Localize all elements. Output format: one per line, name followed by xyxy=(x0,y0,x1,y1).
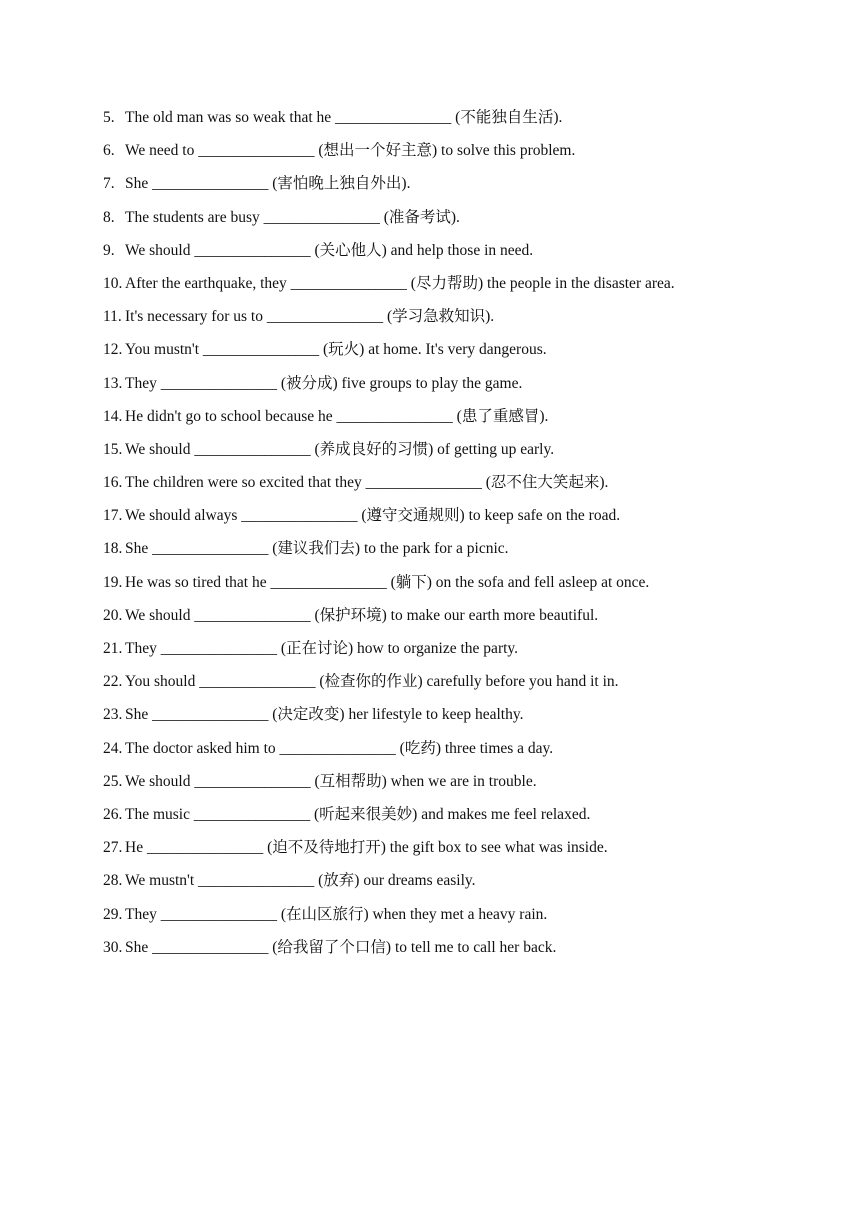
exercise-text: We mustn't _______________ (放弃) our dreams easily. xyxy=(125,872,476,890)
exercise-item xyxy=(103,704,803,737)
exercise-number: 7. xyxy=(103,175,115,193)
exercise-item xyxy=(103,738,803,771)
exercise-item xyxy=(103,572,803,605)
exercise-number: 8. xyxy=(103,208,115,226)
exercise-item xyxy=(103,207,803,240)
exercise-number: 28. xyxy=(103,872,123,890)
exercise-number: 17. xyxy=(103,507,123,525)
exercise-text: We should _______________ (关心他人) and help those in need. xyxy=(125,241,534,259)
exercise-text: He didn't go to school because he _______________ (患了重感冒). xyxy=(125,407,549,425)
exercise-list xyxy=(103,107,803,970)
exercise-text: They _______________ (正在讨论) how to organize the party. xyxy=(125,640,519,657)
exercise-number: 16. xyxy=(103,474,123,492)
exercise-number: 27. xyxy=(103,839,123,857)
exercise-number: 9. xyxy=(103,241,115,259)
exercise-item xyxy=(103,406,803,439)
exercise-text: They _______________ (被分成) five groups to play the game. xyxy=(125,374,523,392)
exercise-number: 26. xyxy=(103,805,123,823)
exercise-number: 22. xyxy=(103,673,123,691)
exercise-number: 29. xyxy=(103,905,123,923)
exercise-text: She _______________ (给我留了个口信) to tell me to call her back. xyxy=(125,938,557,956)
exercise-text: He was so tired that he _______________ (躺下) on the sofa and fell asleep at once. xyxy=(125,573,650,591)
exercise-item xyxy=(103,173,803,206)
exercise-item xyxy=(103,505,803,538)
exercise-number: 10. xyxy=(103,274,123,292)
exercise-item xyxy=(103,373,803,406)
exercise-number: 21. xyxy=(103,640,123,657)
exercise-item xyxy=(103,671,803,704)
exercise-number: 30. xyxy=(103,938,123,956)
exercise-number: 18. xyxy=(103,540,123,558)
exercise-text: She _______________ (建议我们去) to the park for a picnic. xyxy=(125,540,509,558)
exercise-number: 25. xyxy=(103,772,123,790)
exercise-text: You mustn't _______________ (玩火) at home. It's very dangerous. xyxy=(125,341,547,359)
exercise-item xyxy=(103,140,803,173)
exercise-number: 14. xyxy=(103,407,123,425)
exercise-item xyxy=(103,107,803,140)
exercise-item xyxy=(103,837,803,870)
exercise-text: We should always _______________ (遵守交通规则) to keep safe on the road. xyxy=(125,507,621,525)
exercise-number: 23. xyxy=(103,706,123,724)
exercise-number: 11. xyxy=(103,308,122,326)
exercise-item xyxy=(103,904,803,937)
exercise-item xyxy=(103,937,803,970)
exercise-number: 5. xyxy=(103,109,115,126)
exercise-text: We should _______________ (养成良好的习惯) of getting up early. xyxy=(125,440,555,458)
exercise-text: The music _______________ (听起来很美妙) and makes me feel relaxed. xyxy=(125,805,591,823)
exercise-number: 13. xyxy=(103,374,123,392)
exercise-text: The students are busy _______________ (准备考试). xyxy=(125,208,460,226)
exercise-item xyxy=(103,306,803,339)
exercise-item xyxy=(103,240,803,273)
exercise-text: We should _______________ (互相帮助) when we are in trouble. xyxy=(125,772,537,790)
exercise-text: He _______________ (迫不及待地打开) the gift box to see what was inside. xyxy=(125,839,608,857)
exercise-item xyxy=(103,439,803,472)
exercise-item xyxy=(103,538,803,571)
exercise-number: 19. xyxy=(103,573,123,591)
exercise-item xyxy=(103,472,803,505)
exercise-text: We should _______________ (保护环境) to make our earth more beautiful. xyxy=(125,606,599,624)
exercise-text: After the earthquake, they _______________ (尽力帮助) the people in the disaster area. xyxy=(125,274,675,292)
exercise-item xyxy=(103,771,803,804)
exercise-text: It's necessary for us to _______________ (学习急救知识). xyxy=(125,308,495,326)
exercise-item xyxy=(103,870,803,903)
exercise-number: 15. xyxy=(103,440,123,458)
exercise-text: The doctor asked him to _______________ (吃药) three times a day. xyxy=(125,739,554,757)
exercise-text: They _______________ (在山区旅行) when they met a heavy rain. xyxy=(125,905,548,923)
exercise-number: 24. xyxy=(103,739,123,757)
exercise-item xyxy=(103,339,803,372)
exercise-text: She _______________ (害怕晚上独自外出). xyxy=(125,175,411,193)
exercise-text: The children were so excited that they _______________ (忍不住大笑起来). xyxy=(125,474,609,492)
exercise-number: 6. xyxy=(103,142,115,160)
exercise-text: She _______________ (决定改变) her lifestyle to keep healthy. xyxy=(125,706,524,724)
exercise-number: 12. xyxy=(103,341,123,359)
exercise-number: 20. xyxy=(103,606,123,624)
exercise-text: The old man was so weak that he _______________ (不能独自生活). xyxy=(125,109,563,126)
exercise-text: We need to _______________ (想出一个好主意) to solve this problem. xyxy=(125,142,576,160)
exercise-item xyxy=(103,638,803,671)
exercise-item xyxy=(103,273,803,306)
exercise-text: You should _______________ (检查你的作业) carefully before you hand it in. xyxy=(125,673,619,691)
exercise-item xyxy=(103,605,803,638)
exercise-item xyxy=(103,804,803,837)
